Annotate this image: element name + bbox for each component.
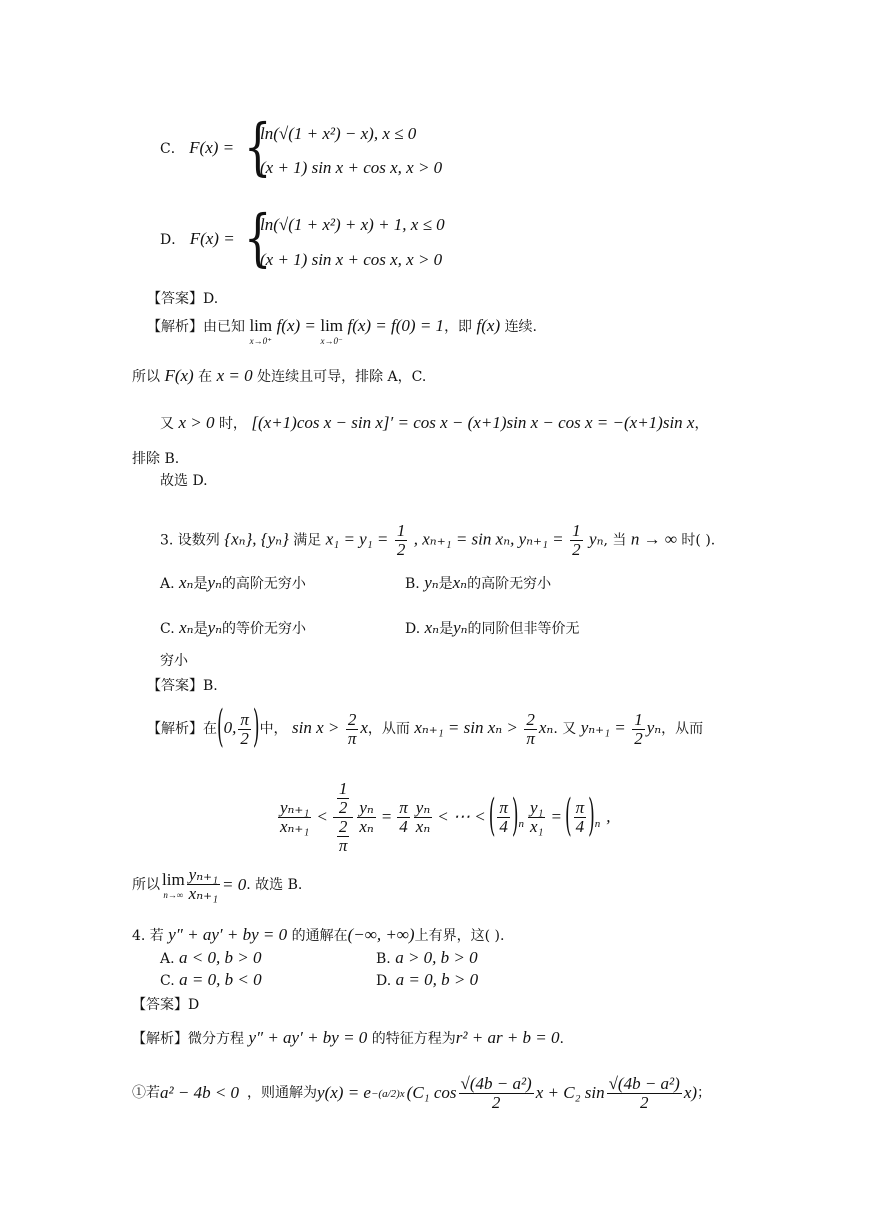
option-c (160, 138, 234, 159)
q2-analysis-line2 (132, 366, 426, 387)
q2-analysis-line5: 故选 D. (160, 473, 208, 489)
q2-cond: x > 0 (178, 413, 215, 432)
option-d-brace: { (243, 201, 272, 274)
option-d-label: D． (160, 232, 186, 248)
q3-blank: 时( ). (681, 532, 716, 549)
option-c-lhs: F(x) = (189, 138, 235, 157)
q3-init: x₁ = y₁ = (325, 529, 389, 549)
q3-recurrence: , xₙ₊₁ = sin xₙ, yₙ₊₁ = (413, 529, 564, 549)
q2-when: 时， (218, 416, 247, 432)
option-c-case1: ln(√(1 + x²) − x), x ≤ 0 (260, 124, 417, 143)
q3-option-a: A. xₙ是yₙ的高阶无穷小 (160, 573, 306, 592)
q3-option-d-wrap: 穷小 (160, 653, 188, 669)
q2-comma: ，即 (444, 319, 473, 335)
q2-derivative-eq: [(x+1)cos x − sin x]′ = cos x − (x+1)sin x − cos x = −(x+1)sin x (251, 413, 695, 432)
q2-analysis-prefix: 【解析】由已知 (147, 319, 245, 335)
q2-continuous: 连续. (504, 319, 538, 335)
limit-right: lim x→0⁺ (249, 316, 273, 346)
q3-conclusion: 所以 lim n→∞ $\frac{\text{yₙ₊₁}}{\text{xₙ₊₁}}$ = 0 . 故选 B. (132, 865, 303, 903)
q3-yn: yₙ (589, 529, 604, 549)
option-d-lhs: F(x) = (189, 229, 235, 248)
q2-comma2: ， (694, 416, 709, 432)
q3-limit: n → ∞ (630, 529, 677, 549)
q2-Fx: F(x) (164, 366, 194, 385)
option-c-label: C． (160, 141, 185, 157)
option-d-case2: (x + 1) sin x + cos x, x > 0 (260, 250, 443, 269)
option-c-case2: (x + 1) sin x + cos x, x > 0 (260, 158, 443, 177)
q2-x0: x = 0 (216, 366, 253, 385)
q4-answer: 【答案】D (132, 997, 200, 1013)
q4-stem: 4. 若 y″ + ay′ + by = 0 的通解在(−∞, +∞)上有界，这( ). (132, 925, 505, 944)
q3-half2: $\frac{1}{2}$ (572, 521, 581, 559)
option-c-brace: { (243, 110, 272, 183)
q2-so: 所以 (132, 369, 160, 385)
q2-analysis-line4: 排除 B. (132, 451, 180, 467)
option-d (160, 229, 235, 250)
q2-answer: 【答案】D. (147, 291, 219, 307)
q3-half: $\frac{1}{2}$ (396, 521, 406, 559)
q4-case1: ①若 a² − 4b < 0 ，则通解为 y(x) = e −(a/2)x (C₁ cos $\frac{\text{√(4b − a²)}}{2}$ x + C₂ sin $\frac{\text{√(4b − a²)}}{2}$ x) ； (132, 1073, 712, 1112)
q2-analysis-line1 (147, 316, 537, 346)
q4-option-a: A. a < 0, b > 0 (160, 948, 262, 967)
q4-option-b: B. a > 0, b > 0 (376, 948, 478, 967)
q3-stem (160, 522, 715, 559)
q2-analysis-line3 (160, 413, 708, 434)
q4-option-c: C. a = 0, b < 0 (160, 970, 262, 989)
q3-when: , 当 (603, 532, 627, 549)
q3-sequences: {xₙ}, {yₙ} (224, 529, 289, 549)
q3-inequality-chain: $\frac{\text{yₙ₊₁}}{\text{xₙ₊₁}}$ < $\frac{\frac{1}{2}}{\frac{2}{\pi}}$ $\frac{\text{yₙ}}{\text{xₙ}}$ = $\frac{\pi}{4}$ $\frac{\text{yₙ}}{\text{xₙ}}$ < ⋯ < ( $\frac{\pi}{4}$ ) n $\frac{\text{y₁}}{\text{x₁}}$ = ( $\frac{\pi}{4}$ ) n , (280, 778, 611, 855)
q3-answer: 【答案】B. (147, 678, 218, 694)
q2-at: 在 (198, 369, 213, 385)
q2-analysis-mid: f(x) = (276, 316, 316, 335)
q3-option-c: C. xₙ是yₙ的等价无穷小 (160, 618, 306, 637)
q3-option-b: B. yₙ是xₙ的高阶无穷小 (405, 573, 552, 592)
q3-option-d: D. xₙ是yₙ的同阶但非等价无 (405, 618, 580, 637)
q4-option-d: D. a = 0, b > 0 (376, 970, 479, 989)
limit-left: lim x→0⁻ (320, 316, 344, 346)
q2-analysis-tail: f(x) = f(0) = 1 (347, 316, 445, 335)
q2-fx: f(x) (476, 316, 501, 335)
q2-exclude-ac: 处连续且可导，排除 A，C. (257, 369, 427, 385)
q3-number: 3. 设数列 (160, 532, 220, 549)
option-d-case1: ln(√(1 + x²) + x) + 1, x ≤ 0 (260, 215, 445, 234)
q4-analysis-line1: 【解析】微分方程 y″ + ay′ + by = 0 的特征方程为r² + ar + b = 0. (132, 1028, 564, 1047)
q3-analysis-line1: 【解析】在(0, $\frac{\pi}{2}$ )中， sin x > $\frac{2}{\pi}$ x，从而 xₙ₊₁ = sin xₙ > $\frac{2}{\pi}$ xₙ. 又 yₙ₊₁ = $\frac{1}{2}$ yₙ，从而 (147, 702, 704, 754)
q2-also: 又 (160, 416, 174, 432)
q3-satisfy: 满足 (293, 532, 322, 549)
